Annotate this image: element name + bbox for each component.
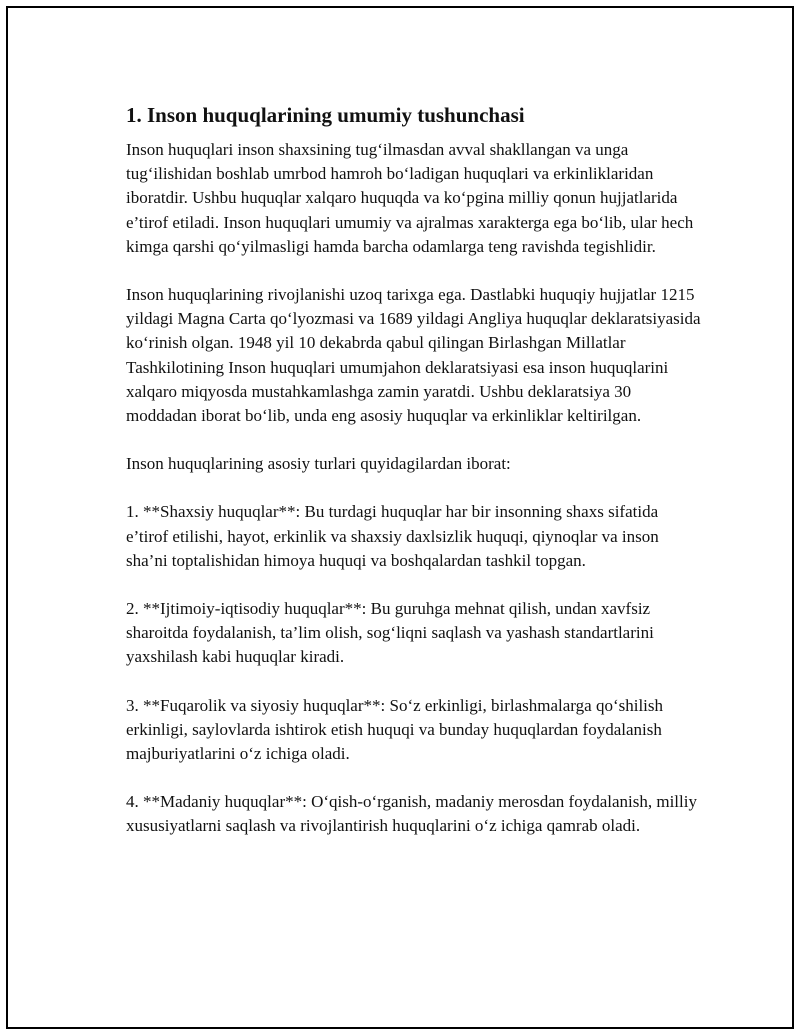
paragraph-types-intro: Inson huquqlarining asosiy turlari quyidagilardan iborat: bbox=[126, 454, 511, 474]
document-title: 1. Inson huquqlarining umumiy tushunchasi bbox=[126, 103, 525, 127]
paragraph-history: Inson huquqlarining rivojlanishi uzoq tarixga ega. Dastlabki huquqiy hujjatlar 1215 yildagi Magna Carta qo‘lyozmasi va 1689 yildagi Angliya huquqlar deklaratsiyasida ko‘rinish olgan. 1948 yil 10 dekabrda qabul qilingan Birlashgan Millatlar Tashkilotining Inson huquqlari umumjahon deklaratsiyasi esa inson huquqlarini xalqaro miqyosda mustahkamlashga zamin yaratdi. Ushbu deklaratsiya 30 moddadan iborat bo‘lib, unda eng asosiy huquqlar va erkinliklar keltirilgan. bbox=[126, 285, 701, 426]
paragraph-definition: Inson huquqlari inson shaxsining tug‘ilmasdan avval shakllangan va unga tug‘ilishidan boshlab umrbod hamroh bo‘ladigan huquqlari va erkinliklaridan iboratdir. Ushbu huquqlar xalqaro huquqda va ko‘pgina milliy qonun hujjatlarida e’tirof etiladi. Inson huquqlari umumiy va ajralmas xarakterga ega bo‘lib, ular hech kimga qarshi qo‘yilmasligi hamda barcha odamlarga teng ravishda tegishlidir. bbox=[126, 140, 694, 256]
list-item-socioeconomic-rights: 2. **Ijtimoiy-iqtisodiy huquqlar**: Bu guruhga mehnat qilish, undan xavfsiz sharoitda foydalanish, ta’lim olish, sog‘liqni saqlash va yashash standartlarini yaxshilash kabi huquqlar kiradi. bbox=[126, 599, 654, 667]
document-body bbox=[126, 101, 701, 839]
list-item-civil-political-rights: 3. **Fuqarolik va siyosiy huquqlar**: So‘z erkinligi, birlashmalarga qo‘shilish erkinligi, saylovlarda ishtirok etish huquqi va bunday huquqlardan foydalanish majburiyatlarini o‘z ichiga oladi. bbox=[126, 695, 664, 764]
page-frame bbox=[6, 6, 794, 1029]
list-item-cultural-rights: 4. **Madaniy huquqlar**: O‘qish-o‘rganish, madaniy merosdan foydalanish, milliy xususiyatlarni saqlash va rivojlantirish huquqlarini o‘z ichiga qamrab oladi. bbox=[126, 792, 697, 836]
list-item-personal-rights: 1. **Shaxsiy huquqlar**: Bu turdagi huquqlar har bir insonning shaxs sifatida e’tirof etilishi, hayot, erkinlik va shaxsiy daxlsizlik huquqi, qiynoqlar va inson sha’ni toptalishidan himoya huquqi va boshqalardan tashkil topgan. bbox=[126, 502, 659, 570]
